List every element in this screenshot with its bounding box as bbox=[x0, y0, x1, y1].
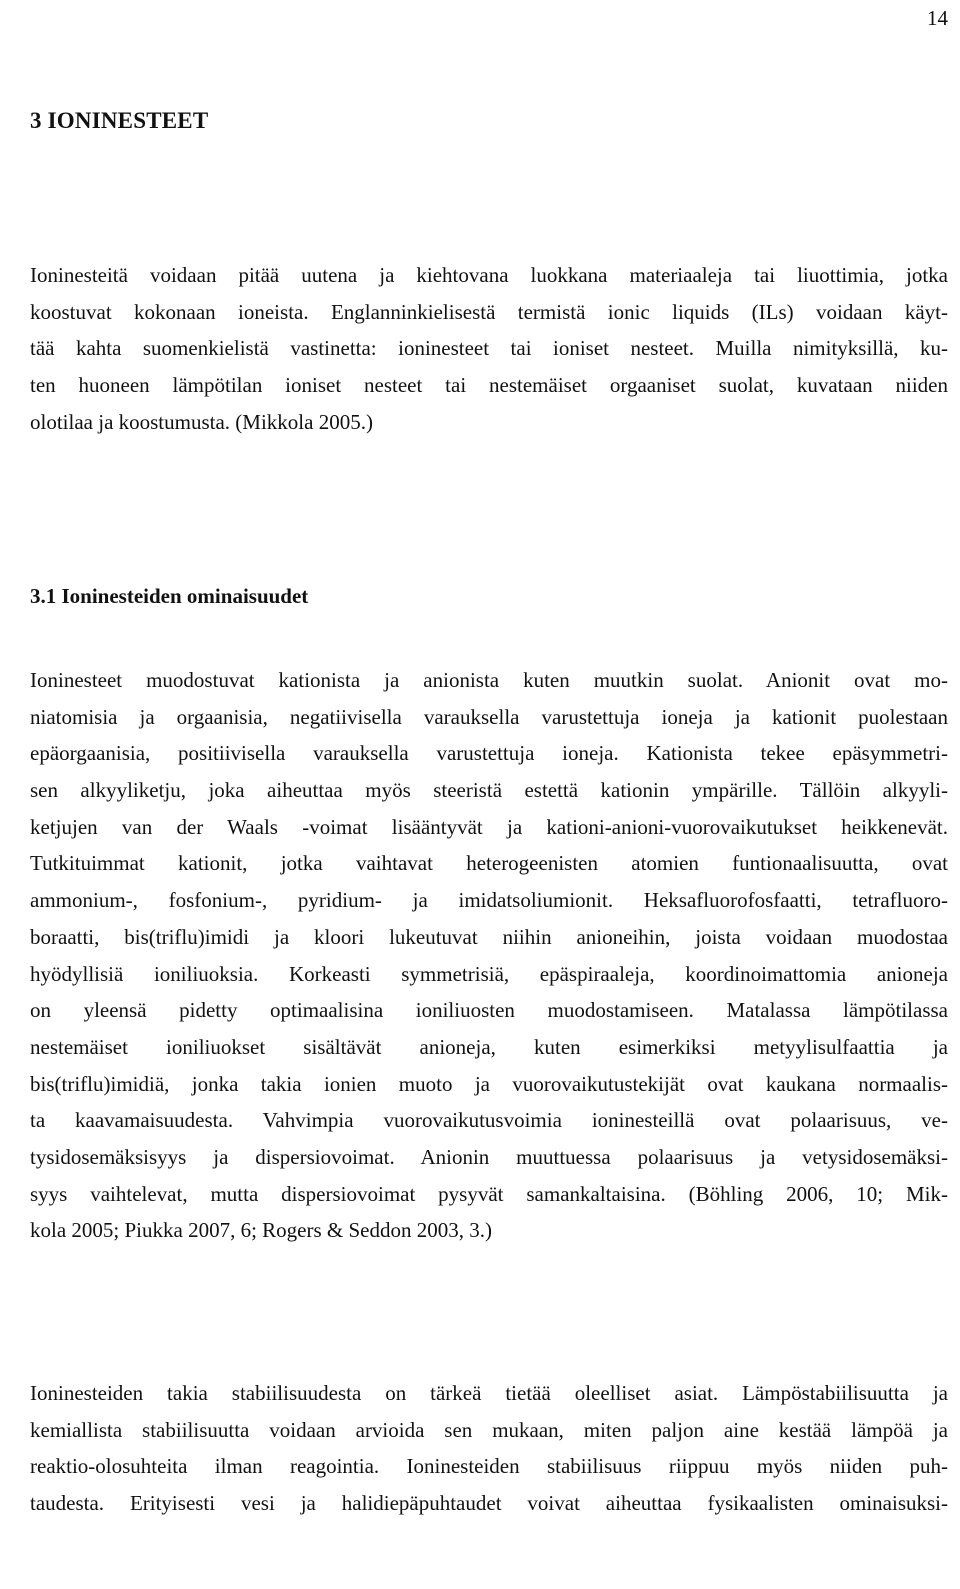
text-line: Ioninesteitä voidaan pitää uutena ja kiehtovana luokkana materiaaleja tai liuottimia, jotka bbox=[30, 263, 948, 287]
text-line: ketjujen van der Waals -voimat lisääntyvät ja kationi-anioni-vuorovaikutukset heikkenevät. bbox=[30, 814, 948, 839]
text-line: ammonium-, fosfonium-, pyridium- ja imidatsoliumionit. Heksafluorofosfaatti, tetrafluoro- bbox=[30, 888, 948, 913]
text-line: Tutkituimmat kationit, jotka vaihtavat heterogeenisten atomien funtionaalisuutta, ovat bbox=[30, 851, 948, 876]
text-line: sen alkyyliketju, joka aiheuttaa myös steeristä estettä kationin ympärille. Tällöin alkyyli- bbox=[30, 778, 948, 803]
section-heading: 3.1 Ioninesteiden ominaisuudet bbox=[30, 584, 309, 608]
paragraph-intro bbox=[30, 257, 948, 440]
text-line: kemiallista stabiilisuutta voidaan arvioida sen mukaan, miten paljon aine kestää lämpöä ja bbox=[30, 1417, 948, 1442]
text-line: on yleensä pidetty optimaalisina ioniliuosten muodostamiseen. Matalassa lämpötilassa bbox=[30, 998, 948, 1023]
page-number: 14 bbox=[927, 6, 948, 30]
text-line: koostuvat kokonaan ioneista. Englanninkielisestä termistä ionic liquids (ILs) voidaan käyt- bbox=[30, 299, 948, 324]
text-line: niatomisia ja orgaanisia, negatiivisella varauksella varustettuja ioneja ja kationit puolestaan bbox=[30, 704, 948, 729]
text-line: Ioninesteiden takia stabiilisuudesta on tärkeä tietää oleelliset asiat. Lämpöstabiilisuutta ja bbox=[30, 1381, 948, 1405]
text-line: taudesta. Erityisesti vesi ja halidiepäpuhtaudet voivat aiheuttaa fysikaalisten ominaisuksi- bbox=[30, 1491, 948, 1516]
text-line: bis(triflu)imidiä, jonka takia ionien muoto ja vuorovaikutustekijät ovat kaukana normaalis- bbox=[30, 1071, 948, 1096]
text-line: olotilaa ja koostumusta. (Mikkola 2005.) bbox=[30, 409, 373, 434]
text-line: reaktio-olosuhteita ilman reagointia. Ioninesteiden stabiilisuus riippuu myös niiden puh- bbox=[30, 1454, 948, 1479]
chapter-heading: 3 IONINESTEET bbox=[30, 108, 209, 133]
text-line: syys vaihtelevat, mutta dispersiovoimat pysyvät samankaltaisina. (Böhling 2006, 10; Mik- bbox=[30, 1181, 948, 1206]
text-line: Ioninesteet muodostuvat kationista ja anionista kuten muutkin suolat. Anionit ovat mo- bbox=[30, 668, 948, 692]
text-line: hyödyllisiä ioniliuoksia. Korkeasti symmetrisiä, epäspiraaleja, koordinoimattomia anioneja bbox=[30, 961, 948, 986]
text-line: tää kahta suomenkielistä vastinetta: ioninesteet tai ioniset nesteet. Muilla nimityksillä, ku- bbox=[30, 336, 948, 361]
paragraph-stability bbox=[30, 1375, 948, 1522]
text-line: nestemäiset ioniliuokset sisältävät anioneja, kuten esimerkiksi metyylisulfaattia ja bbox=[30, 1034, 948, 1059]
text-line: ta kaavamaisuudesta. Vahvimpia vuorovaikutusvoimia ioninesteillä ovat polaarisuus, ve- bbox=[30, 1108, 948, 1133]
text-line: tysidosemäksisyys ja dispersiovoimat. Anionin muuttuessa polaarisuus ja vetysidosemäksi- bbox=[30, 1144, 948, 1169]
paragraph-properties bbox=[30, 662, 948, 1249]
text-line: kola 2005; Piukka 2007, 6; Rogers & Seddon 2003, 3.) bbox=[30, 1218, 492, 1243]
text-line: ten huoneen lämpötilan ioniset nesteet tai nestemäiset orgaaniset suolat, kuvataan niiden bbox=[30, 373, 948, 398]
text-line: epäorgaanisia, positiivisella varauksella varustettuja ioneja. Kationista tekee epäsymmetri- bbox=[30, 741, 948, 766]
text-line: boraatti, bis(triflu)imidi ja kloori lukeutuvat niihin anioneihin, joista voidaan muodostaa bbox=[30, 924, 948, 949]
